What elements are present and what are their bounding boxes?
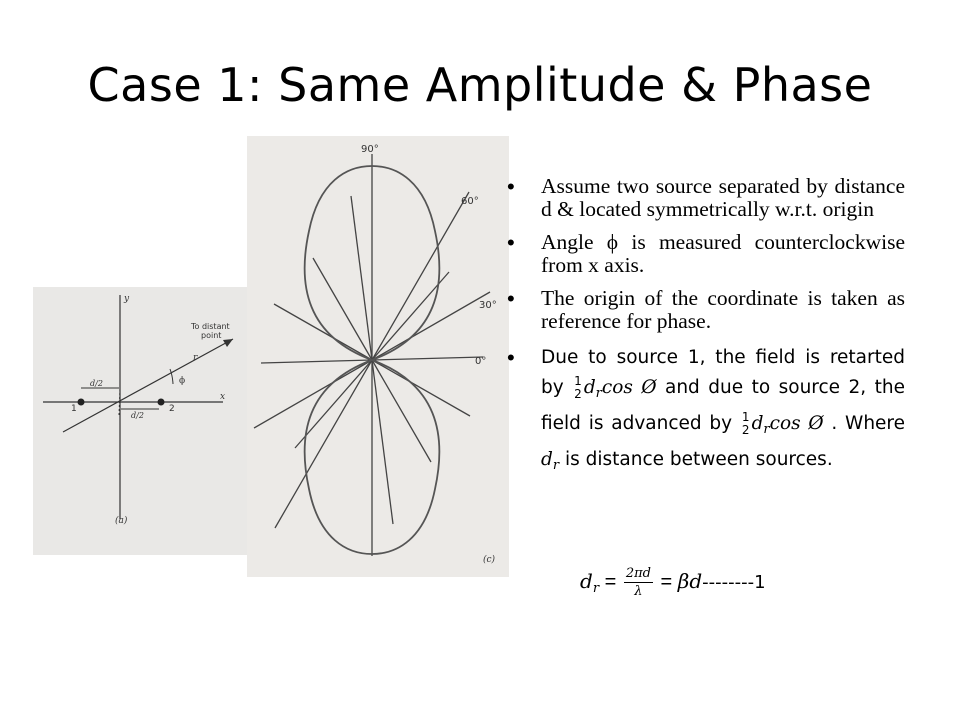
fraction-denominator: 2 — [741, 423, 750, 437]
figure-c-caption: (c) — [483, 555, 496, 565]
angle-30-label: 30° — [479, 300, 497, 311]
eq-equals: = — [599, 570, 622, 593]
eq-denominator: λ — [634, 584, 643, 599]
math-cos-phi: cos Ø — [601, 377, 657, 398]
bullet-item-angle — [507, 231, 905, 277]
bullet-text-part: . Where — [823, 413, 906, 434]
eq-lhs-d: d — [580, 568, 593, 593]
axis-x-label: x — [220, 392, 226, 402]
fraction-numerator: 1 — [574, 374, 582, 388]
bullet-text: Assume two source separated by distance d & located symmetrically w.r.t. origin — [541, 174, 905, 221]
angle-60-label: 60° — [461, 196, 479, 207]
bullet-list — [507, 175, 905, 491]
math-subscript-r: r — [763, 422, 770, 437]
bullet-text-part: is distance between sources. — [559, 449, 833, 470]
eq-lhs-subscript: r — [592, 580, 600, 596]
angle-90-label: 90° — [361, 144, 379, 155]
math-subscript-r: r — [595, 386, 602, 401]
fraction-denominator: 2 — [574, 387, 582, 401]
source-1-label: 1 — [71, 404, 77, 414]
distant-point-label-line1: To distant — [191, 322, 230, 331]
page-title: Case 1: Same Amplitude & Phase — [87, 58, 873, 112]
ray-label: r — [193, 353, 198, 363]
bullet-text-part: Due to source 1, the field is retarted by — [541, 347, 905, 398]
bullet-item-phase-shift — [507, 343, 905, 481]
bullet-item-reference — [507, 287, 905, 333]
eq-numerator: 2πd — [625, 566, 651, 581]
angle-0-label: 0° — [475, 356, 487, 367]
math-subscript-r: r — [552, 458, 560, 473]
geometry-diagram — [33, 287, 248, 555]
bullet-text-part: and due to source 2, the field is advanced by — [541, 377, 906, 434]
fraction-half — [574, 375, 582, 401]
eq-equals: = — [654, 570, 678, 593]
bullet-text: Angle ϕ is measured counterclockwise from x axis. — [541, 230, 905, 277]
bullet-text: The origin of the coordinate is taken as reference for phase. — [541, 286, 905, 333]
radiation-pattern-diagram — [247, 136, 509, 577]
figure-two-source-geometry — [33, 287, 248, 555]
math-d: d — [751, 413, 764, 434]
source-2-label: 2 — [169, 404, 175, 414]
eq-rhs: βd — [677, 568, 703, 593]
math-cos-phi: cos Ø — [769, 413, 824, 434]
math-d: d — [583, 377, 596, 398]
equation-dr — [580, 565, 766, 600]
half-d-left-label: d/2 — [90, 379, 103, 388]
angle-phi-label: ϕ — [179, 376, 186, 386]
figure-radiation-pattern — [247, 136, 509, 577]
eq-fraction — [624, 565, 653, 600]
math-d: d — [541, 449, 553, 470]
distant-point-label-line2: point — [201, 331, 222, 340]
bullet-item-separation — [507, 175, 905, 221]
fraction-half — [742, 411, 750, 437]
figure-a-caption: (a) — [115, 516, 128, 526]
half-d-right-label: d/2 — [131, 411, 144, 420]
fraction-numerator: 1 — [741, 410, 750, 424]
axis-y-label: y — [124, 294, 130, 304]
eq-tag: --------1 — [702, 571, 766, 593]
